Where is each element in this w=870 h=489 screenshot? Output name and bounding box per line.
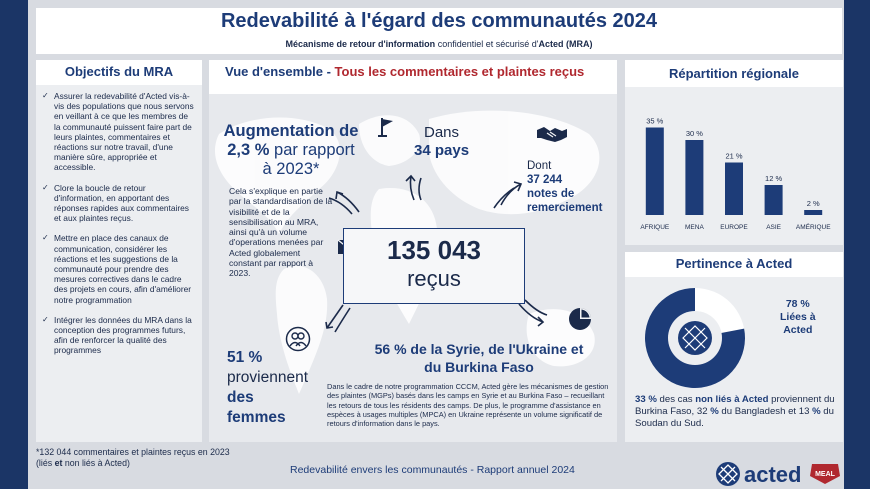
note-d: proviennent du Burkina Faso, 32 <box>635 394 835 418</box>
category-label: AMÉRIQUE <box>795 224 831 231</box>
bar-value-label: 2 % <box>806 199 820 208</box>
footnote <box>36 447 230 469</box>
countries-count: 34 pays <box>414 142 470 159</box>
bar-value-label: 21 % <box>725 151 743 161</box>
pertinence-panel <box>625 252 843 442</box>
bar-afrique <box>646 128 664 216</box>
share-line-b: du Burkina Faso <box>424 359 534 375</box>
objective-item <box>42 183 196 224</box>
bar-value-label: 30 % <box>685 129 703 138</box>
bar-asie <box>765 185 783 215</box>
check-icon: ✓ <box>42 182 49 192</box>
note-f: du Bangladesh et 13 <box>718 406 813 418</box>
footnote-l2-a: (liés <box>36 458 55 468</box>
category-label: ASIE <box>766 224 782 231</box>
linked-pct: 78 % <box>785 298 810 310</box>
women-pct: 51 % <box>227 349 263 366</box>
objective-text: Clore la boucle de retour d'information, en apportant des réponses rapides aux commentaires et aux plaintes reçus. <box>54 182 189 224</box>
regional-title: Répartition régionale <box>625 60 843 87</box>
total-received-box <box>343 228 525 304</box>
page-header <box>36 8 842 54</box>
note-e: % <box>710 406 719 418</box>
increase-explanation: Cela s'explique en partie par la standardisation de la visibilité et de la sensibilisation au MRA, ainsi qu'à un volume d'operations menées par Acted globalement constant par rapport à 2023. <box>229 186 333 279</box>
women-line-b: proviennent <box>227 369 309 386</box>
footer-text: Redevabilité envers les communautés - Rapport annuel 2024 <box>290 464 575 476</box>
bar-mena <box>685 140 703 215</box>
thanks-line-c: notes de <box>527 188 575 200</box>
logo-tag: MEAL <box>815 471 835 478</box>
women-line-c: des <box>227 389 254 406</box>
objectives-title: Objectifs du MRA <box>36 60 202 85</box>
objective-item <box>42 91 196 173</box>
increase-line-a: Augmentation de <box>223 122 359 140</box>
right-decor-bar <box>844 0 870 489</box>
check-icon: ✓ <box>42 233 49 243</box>
thanks-line-a: Dont <box>527 160 552 172</box>
objective-item <box>42 233 196 304</box>
overview-title-b: Tous les commentaires et plaintes reçus <box>334 64 585 79</box>
overview-title-a: Vue d'ensemble - <box>225 64 335 79</box>
increase-line-c: par rapport <box>269 141 355 159</box>
share-line-a: 56 % de la Syrie, de l'Ukraine et <box>374 341 584 357</box>
category-label: EUROPE <box>720 224 748 231</box>
bar-value-label: 35 % <box>646 116 664 126</box>
footnote-line-1: *132 044 commentaires et plaintes reçus en 2023 <box>36 447 230 457</box>
thanks-line-d: remerciement <box>527 202 603 214</box>
logo-text: acted <box>744 462 802 487</box>
countries-line-a: Dans <box>424 124 460 141</box>
category-label: AFRIQUE <box>640 224 670 231</box>
note-b: des cas <box>656 394 696 405</box>
left-decor-bar <box>0 0 28 489</box>
page-title: Redevabilité à l'égard des communautés 2024 <box>220 10 658 32</box>
cccm-text: Dans le cadre de notre programmation CCCM, Acted gère les mécanismes de gestion des plaintes (MGPs) basés dans les camps en Syrie et au Burkina Faso – recueillant les retours de tous les résidents des camps. De plus, le programme d'assistance en espèces à usages multiples (MPCA) en Ukraine représente un volume significatif de retours d'information dans le pays. <box>327 382 609 429</box>
objectives-list <box>36 85 202 356</box>
page-subtitle <box>36 39 842 49</box>
note-h: du Soudan du Sud. <box>635 406 834 430</box>
subtitle-bold-a: Mécanisme de retour d'information <box>285 39 436 49</box>
category-label: MENA <box>685 224 704 231</box>
linked-stat <box>780 298 816 337</box>
footnote-l2-c: non liés à Acted) <box>62 458 130 468</box>
objective-item <box>42 315 196 356</box>
increase-pct: 2,3 % <box>227 141 270 159</box>
note-pct-a: 33 % <box>635 394 657 405</box>
subtitle-bold-b: Acted (MRA) <box>538 39 593 49</box>
check-icon: ✓ <box>42 91 49 100</box>
non-linked-note <box>635 394 839 431</box>
regional-panel <box>625 60 843 245</box>
thanks-count: 37 244 <box>527 174 563 186</box>
note-g: % <box>812 406 821 418</box>
bar-value-label: 12 % <box>765 174 783 183</box>
linked-line-b: Acted <box>783 324 813 336</box>
share-stat <box>354 340 604 376</box>
objective-text: Assurer la redevabilité d'Acted vis-à-vis des populations que nous servons en veillant à ce que les membres de la communauté puissent faire part de leurs plaintes, commentaires et réactions sur notre travail, d'une manière sûre, appropriée et accessible. <box>54 91 194 173</box>
objective-text: Intégrer les données du MRA dans la conception des programmes futurs, afin de renforcer la qualité des programmes <box>54 314 192 356</box>
total-received-label: reçus <box>407 266 461 291</box>
note-c: non liés à Acted <box>695 394 769 405</box>
linked-line-a: Liées à <box>780 311 816 323</box>
overview-panel <box>209 60 617 442</box>
women-line-d: femmes <box>227 409 286 426</box>
acted-meal-logo <box>712 458 842 489</box>
pertinence-title: Pertinence à Acted <box>625 252 843 277</box>
women-stat <box>227 348 308 428</box>
regional-bar-chart <box>625 87 843 239</box>
check-icon: ✓ <box>42 314 49 324</box>
pie-chart-icon <box>567 306 593 332</box>
total-received-count: 135 043 <box>387 235 481 265</box>
bar-amérique <box>804 210 822 215</box>
footnote-line-2 <box>36 458 230 469</box>
footnote-l2-b: et <box>54 458 63 468</box>
objective-text: Mettre en place des canaux de communication, considérer les réactions et les suggestions de la communauté pour prendre des mesures correctives dans le cadre des projets en cours, afin d'améliorer notre programmation <box>54 233 192 305</box>
subtitle-mid: confidentiel et sécurisé d' <box>435 39 539 49</box>
pertinence-donut-chart <box>635 282 755 392</box>
bar-europe <box>725 163 743 216</box>
increase-line-d: à 2023* <box>262 160 320 178</box>
objectives-panel <box>36 60 202 442</box>
